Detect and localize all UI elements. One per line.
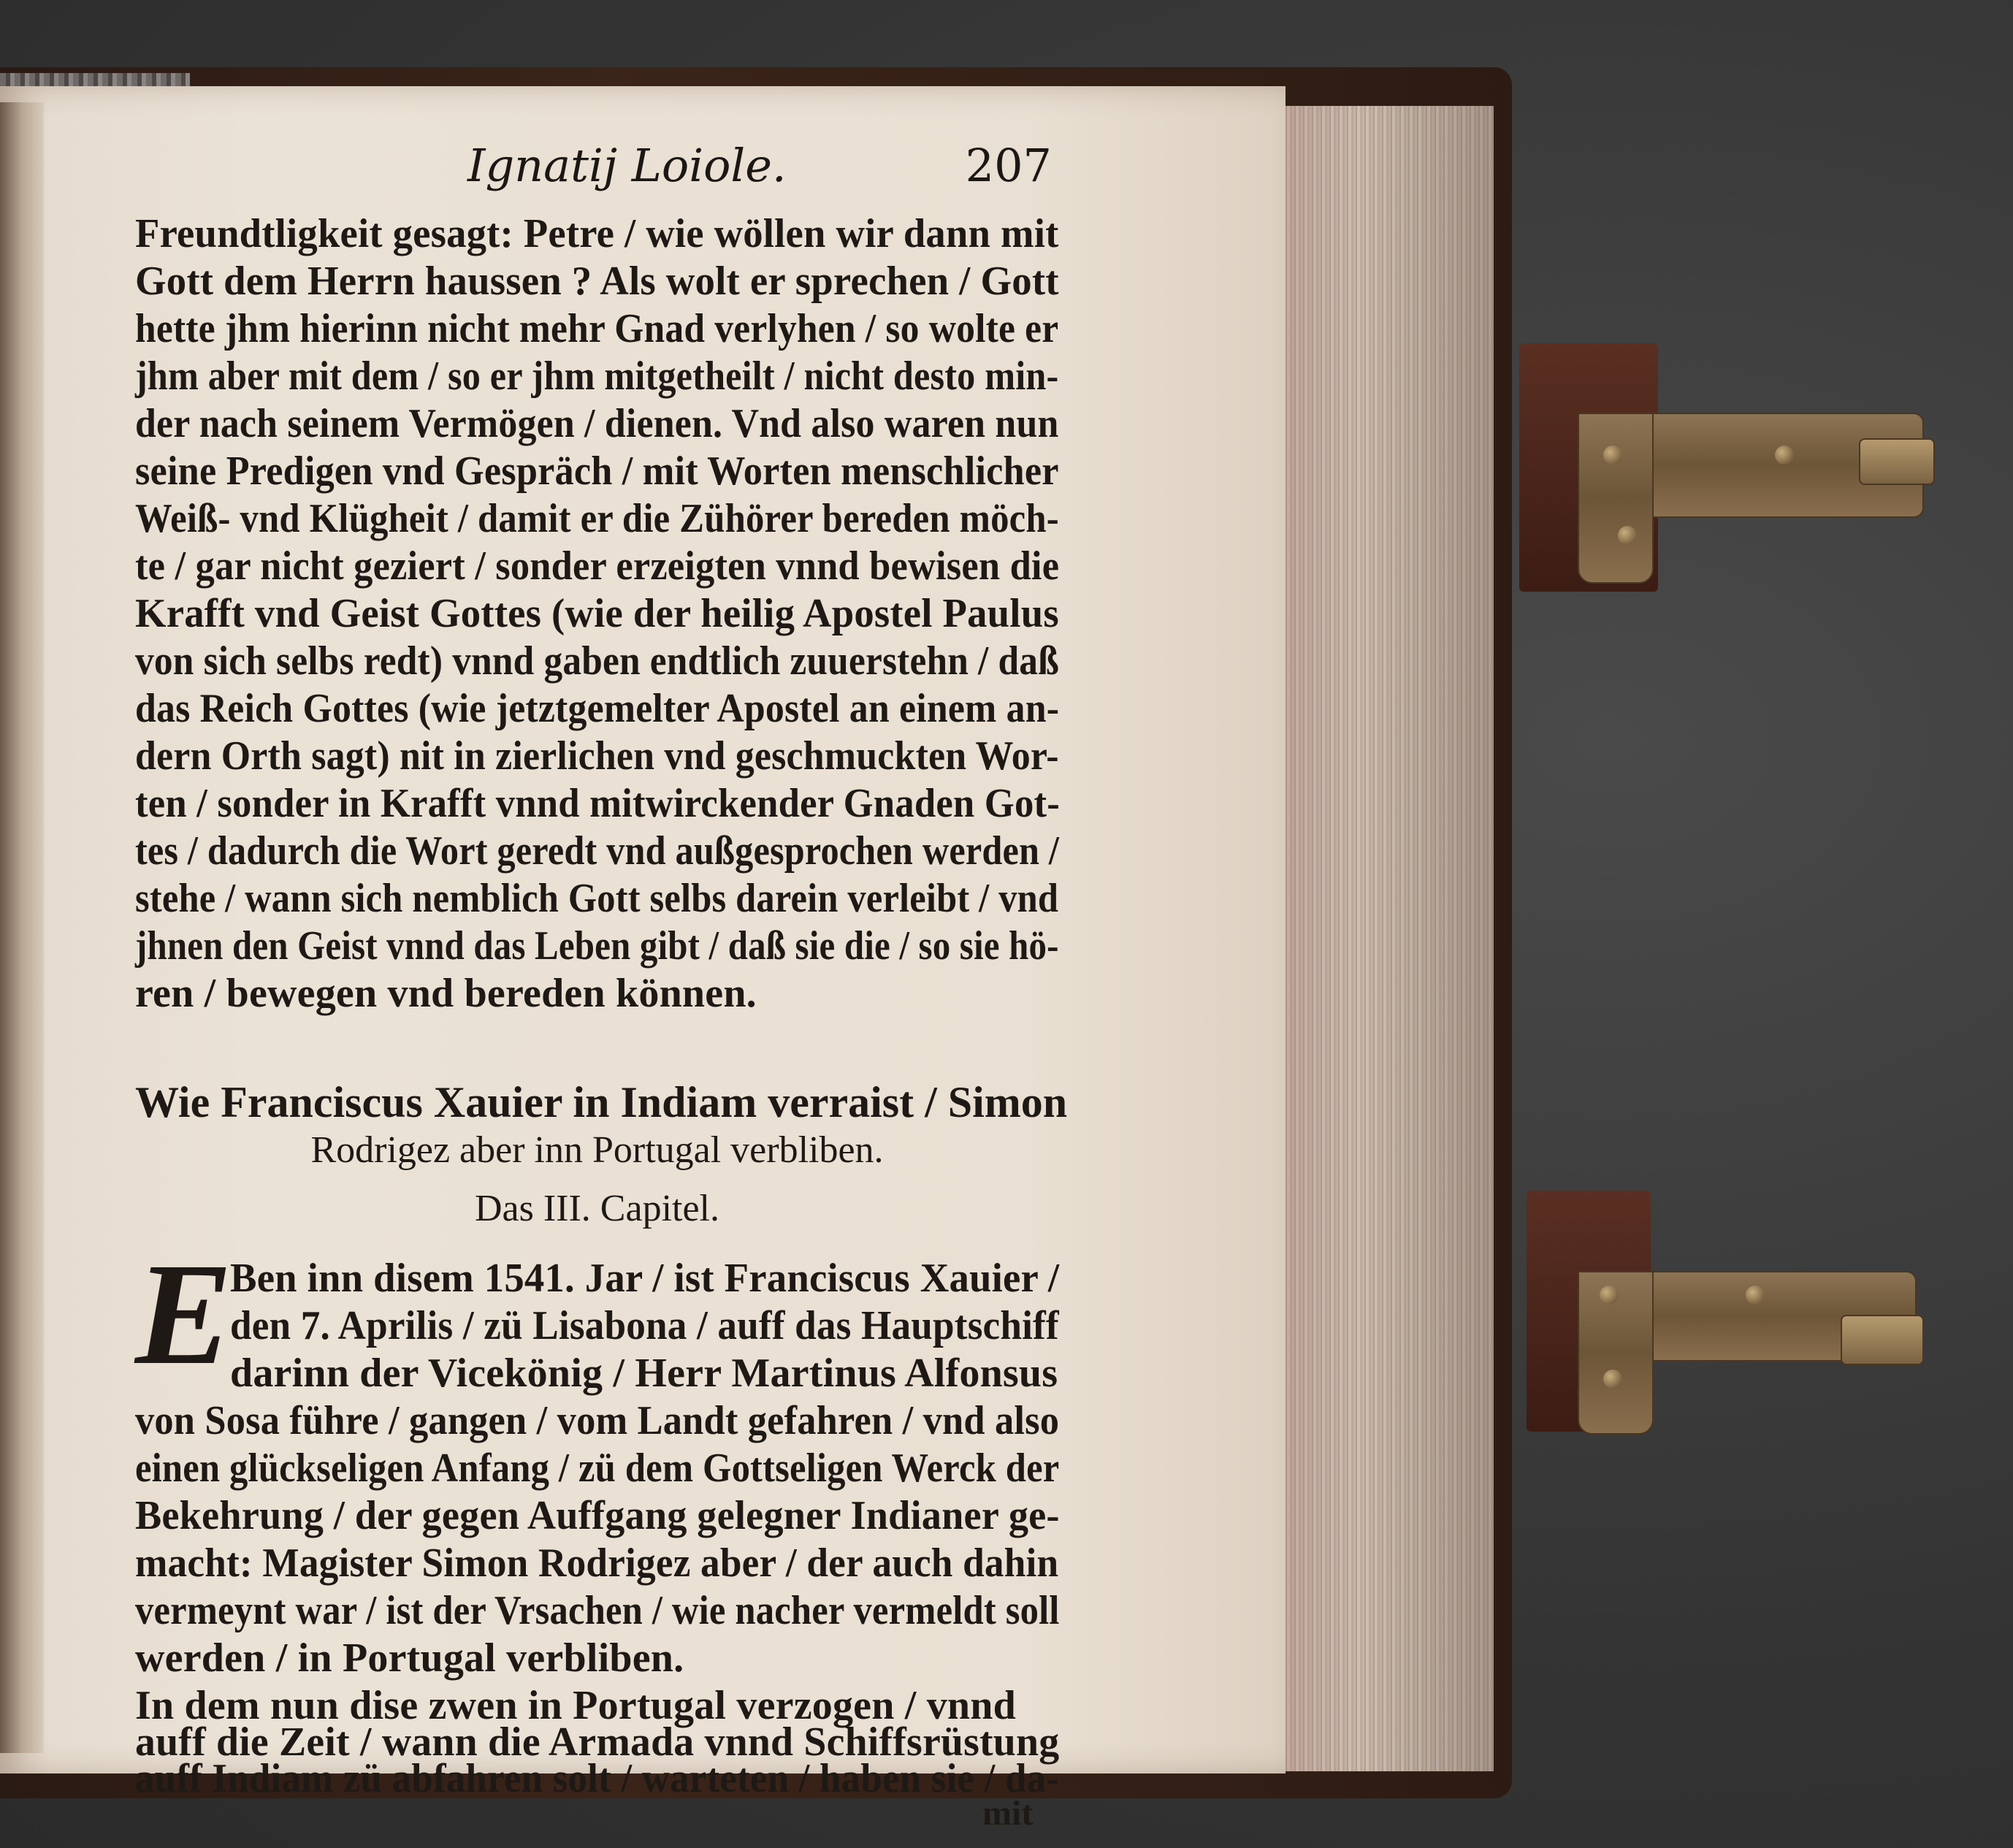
text-line: jhm aber mit dem / so er jhm mitgetheilt / nicht desto min- (135, 354, 1059, 399)
text-line: Gott dem Herrn haussen ? Als wolt er sprechen / Gott (135, 259, 1059, 304)
text-line: werden / in Portugal verbliben. (135, 1635, 684, 1681)
upper-clasp (1519, 343, 1884, 592)
chapter-heading-line2: Rodrigez aber inn Portugal verbliben. (310, 1129, 884, 1171)
text-line: stehe / wann sich nemblich Gott selbs darein verleibt / vnd (135, 876, 1059, 921)
text-line: jhnen den Geist vnnd das Leben gibt / daß sie die / so sie hö- (135, 923, 1059, 969)
text-line: ten / sonder in Krafft vnnd mitwirckender Gnaden Got- (135, 781, 1060, 826)
drop-cap: E (135, 1234, 233, 1395)
text-line: In dem nun dise zwen in Portugal verzogen / vnnd (135, 1683, 1016, 1728)
text-line: tes / dadurch die Wort geredt vnd außgesprochen werden / (135, 828, 1060, 874)
text-line: den 7. Aprilis / zü Lisabona / auff das Hauptschiff (230, 1303, 1059, 1348)
catchword: mit (982, 1794, 1034, 1833)
text-line: der nach seinem Vermögen / dienen. Vnd also waren nun (135, 401, 1059, 446)
text-line: Krafft vnd Geist Gottes (wie der heilig Apostel Paulus (135, 591, 1059, 636)
text-line: Weiß- vnd Klügheit / damit er die Zühörer bereden möch- (135, 496, 1059, 541)
chapter-number: Das III. Capitel. (474, 1188, 719, 1229)
text-line: darinn der Vicekönig / Herr Martinus Alfonsus (230, 1351, 1058, 1396)
gutter-shadow (0, 102, 44, 1753)
running-title: Ignatij Loiole. (467, 139, 787, 192)
text-line: dern Orth sagt) nit in zierlichen vnd geschmuckten Wor- (135, 733, 1059, 779)
text-line: von Sosa führe / gangen / vom Landt gefahren / vnd also (135, 1398, 1060, 1443)
text-line: vermeynt war / ist der Vrsachen / wie nacher vermeldt soll (135, 1588, 1060, 1633)
text-line: hette jhm hierinn nicht mehr Gnad verlyhen / so wolte er (135, 306, 1059, 351)
chapter-heading-line1: Wie Franciscus Xauier in Indiam verraist / Simon (135, 1078, 1068, 1126)
text-line: auff Indiam zü abfahren solt / warteten / haben sie / da- (135, 1756, 1060, 1801)
lower-clasp (1527, 1191, 1892, 1439)
text-line: macht: Magister Simon Rodrigez aber / der auch dahin (135, 1540, 1059, 1586)
text-line: Bekehrung / der gegen Auffgang gelegner Indianer ge- (135, 1493, 1060, 1538)
text-line: das Reich Gottes (wie jetztgemelter Apostel an einem an- (135, 686, 1060, 731)
text-line: ren / bewegen vnd bereden können. (135, 971, 757, 1016)
page-edges-shade (1275, 106, 1494, 1771)
text-line: auff die Zeit / wann die Armada vnnd Schiffsrüstung (135, 1719, 1060, 1765)
text-line: einen glückseligen Anfang / zü dem Gottseligen Werck der (135, 1446, 1060, 1491)
text-line: seine Predigen vnd Gespräch / mit Worten menschlicher (135, 448, 1059, 494)
running-head (467, 139, 1052, 197)
text-line: von sich selbs redt) vnnd gaben endtlich zuuerstehn / daß (135, 638, 1059, 684)
page-number: 207 (965, 139, 1052, 192)
text-line: Ben inn disem 1541. Jar / ist Franciscus Xauier / (230, 1256, 1060, 1301)
text-line: te / gar nicht geziert / sonder erzeigten vnnd bewisen die (135, 543, 1060, 589)
text-line: Freundtligkeit gesagt: Petre / wie wöllen wir dann mit (135, 211, 1059, 256)
